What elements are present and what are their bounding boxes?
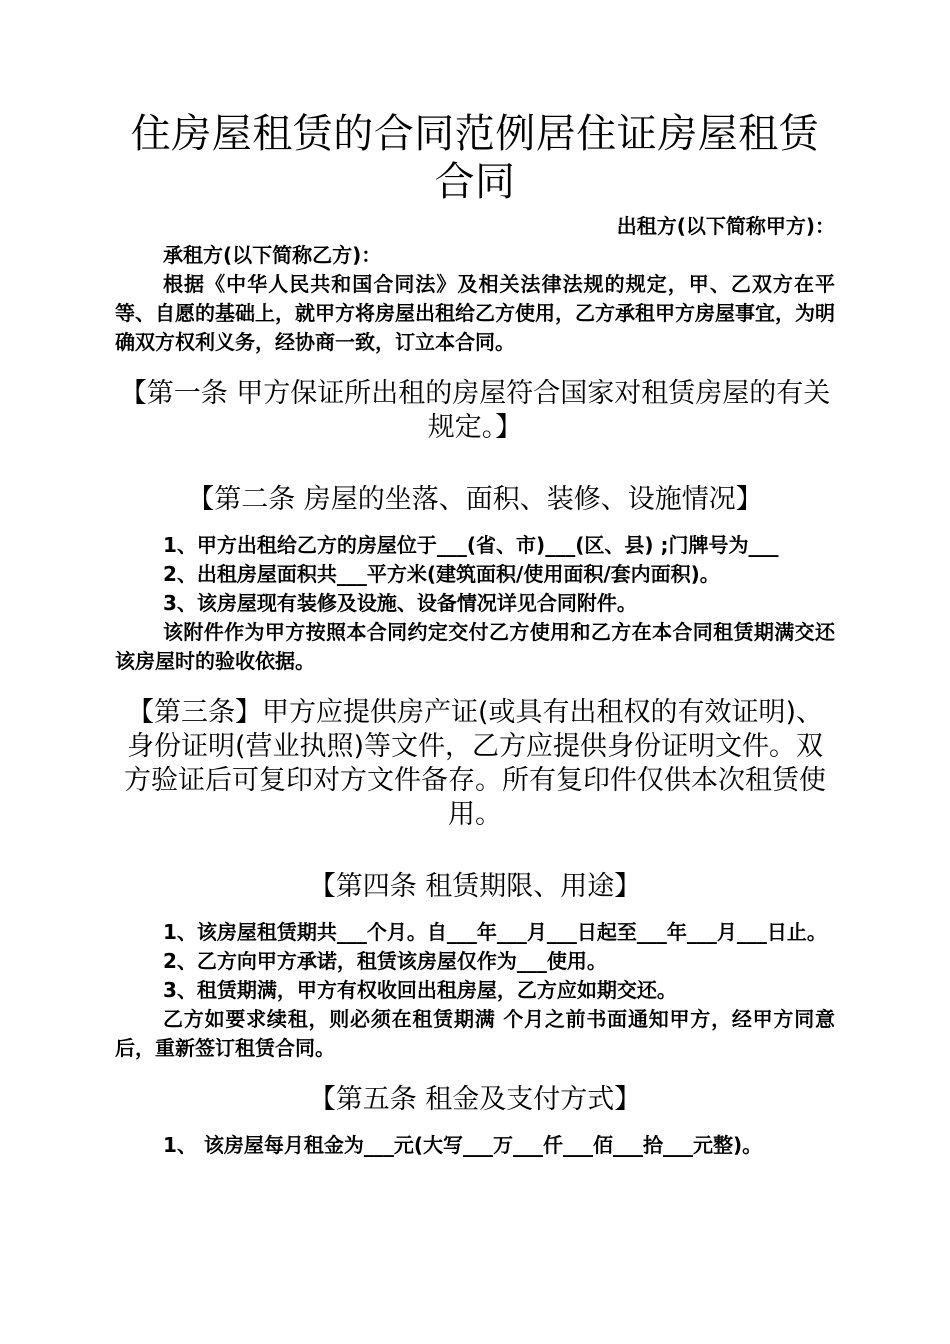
preamble-paragraph: 根据《中华人民共和国合同法》及相关法律法规的规定，甲、乙双方在平等、自愿的基础上，就甲方将房屋出租给乙方使用，乙方承租甲方房屋事宜，为明确双方权利义务，经协商一致，订立本合同。 — [115, 272, 835, 354]
article-3-text: 【第三条】甲方应提供房产证(或具有出租权的有效证明)、身份证明(营业执照)等文件，乙方应提供身份证明文件。双方验证后可复印对方文件备存。所有复印件仅供本次租赁使用。 — [124, 697, 826, 830]
article-2-item-3: 3、该房屋现有装修及设施、设备情况详见合同附件。 — [163, 591, 637, 615]
article-2-item-4: 该附件作为甲方按照本合同约定交付乙方使用和乙方在本合同租赁期满交还该房屋时的验收依据。 — [115, 620, 835, 673]
article-4-item-3: 3、租赁期满，甲方有权收回出租房屋，乙方应如期交还。 — [163, 978, 677, 1002]
article-2-item-2: 2、出租房屋面积共___平方米(建筑面积/使用面积/套内面积)。 — [163, 562, 720, 586]
article-4-item-1: 1、该房屋租赁期共___个月。自___年___月___日起至___年___月___日止。 — [163, 920, 827, 944]
lessor-line: 出租方(以下简称甲方)： — [616, 214, 835, 238]
document-title: 住房屋租赁的合同范例居住证房屋租赁合同 — [130, 111, 820, 205]
article-4-item-2: 2、乙方向甲方承诺，租赁该房屋仅作为___使用。 — [163, 949, 607, 973]
article-4-item-4: 乙方如要求续租，则必须在租赁期满 个月之前书面通知甲方，经甲方同意后，重新签订租赁合同。 — [115, 1007, 835, 1060]
article-5-item-1: 1、 该房屋每月租金为___元(大写___万___仟___佰___拾___元整)。 — [163, 1133, 763, 1157]
article-4-heading: 【第四条 租赁期限、用途】 — [308, 871, 642, 902]
article-5-heading: 【第五条 租金及支付方式】 — [308, 1084, 642, 1115]
article-2-item-1: 1、甲方出租给乙方的房屋位于___(省、市)___(区、县) ;门牌号为___ — [163, 533, 779, 557]
lessee-line: 承租方(以下简称乙方)： — [163, 243, 382, 267]
contract-page — [115, 110, 835, 1160]
article-1-heading: 【第一条 甲方保证所出租的房屋符合国家对租赁房屋的有关规定。】 — [119, 378, 831, 443]
article-2-heading: 【第二条 房屋的坐落、面积、装修、设施情况】 — [187, 484, 763, 515]
